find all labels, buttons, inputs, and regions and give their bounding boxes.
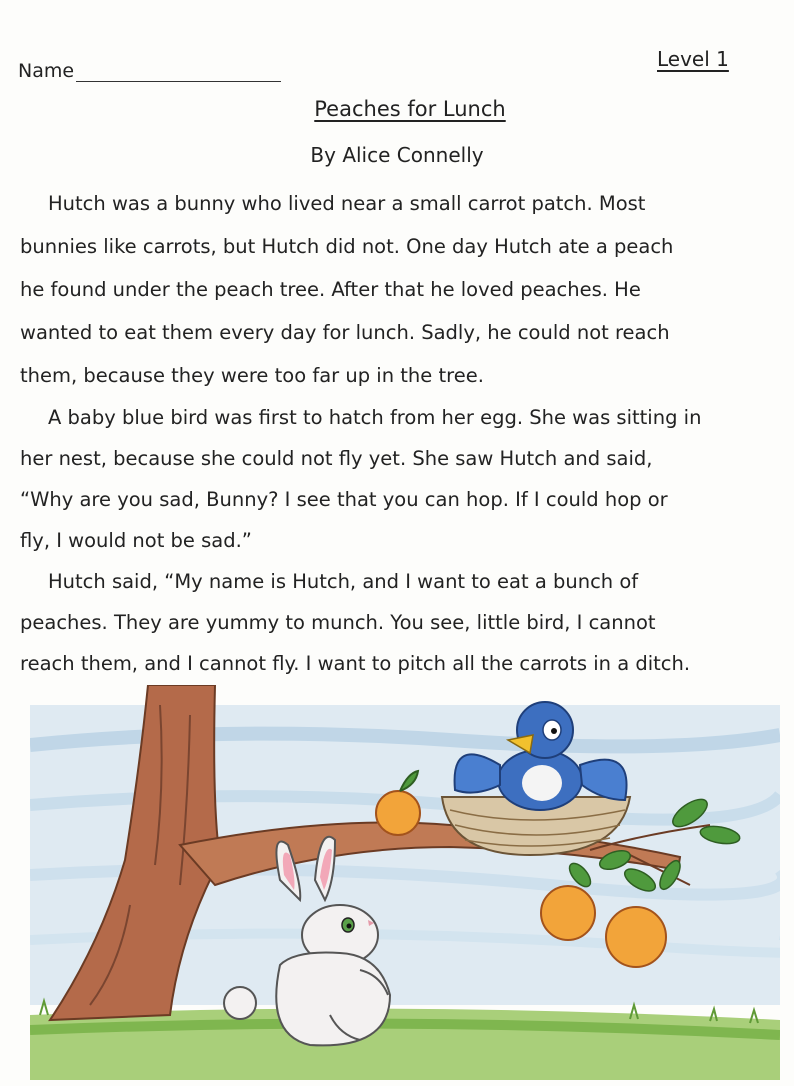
name-label: Name: [18, 60, 75, 82]
story-line: he found under the peach tree. After that he loved peaches. He: [20, 278, 641, 301]
name-blank-line[interactable]: [76, 61, 281, 82]
story-line: “Why are you sad, Bunny? I see that you can hop. If I could hop or: [20, 488, 668, 511]
story-title: Peaches for Lunch: [314, 97, 506, 121]
story-line: peaches. They are yummy to munch. You see, little bird, I cannot: [20, 611, 656, 634]
story-text: [20, 182, 790, 684]
story-line: fly, I would not be sad.”: [20, 529, 252, 552]
story-line: A baby blue bird was first to hatch from her egg. She was sitting in: [48, 406, 702, 429]
story-line: bunnies like carrots, but Hutch did not. One day Hutch ate a peach: [20, 235, 674, 258]
story-line: Hutch was a bunny who lived near a small carrot patch. Most: [48, 192, 646, 215]
name-field-row: [18, 60, 281, 82]
story-line: her nest, because she could not fly yet. She saw Hutch and said,: [20, 447, 653, 470]
story-line: reach them, and I cannot fly. I want to pitch all the carrots in a ditch.: [20, 652, 691, 675]
story-line: wanted to eat them every day for lunch. Sadly, he could not reach: [20, 321, 670, 344]
story-line: Hutch said, “My name is Hutch, and I want to eat a bunch of: [48, 570, 639, 593]
story-line: them, because they were too far up in the tree.: [20, 364, 484, 387]
level-label: Level 1: [657, 47, 729, 71]
story-illustration: [30, 685, 780, 1080]
story-author: By Alice Connelly: [310, 143, 484, 167]
